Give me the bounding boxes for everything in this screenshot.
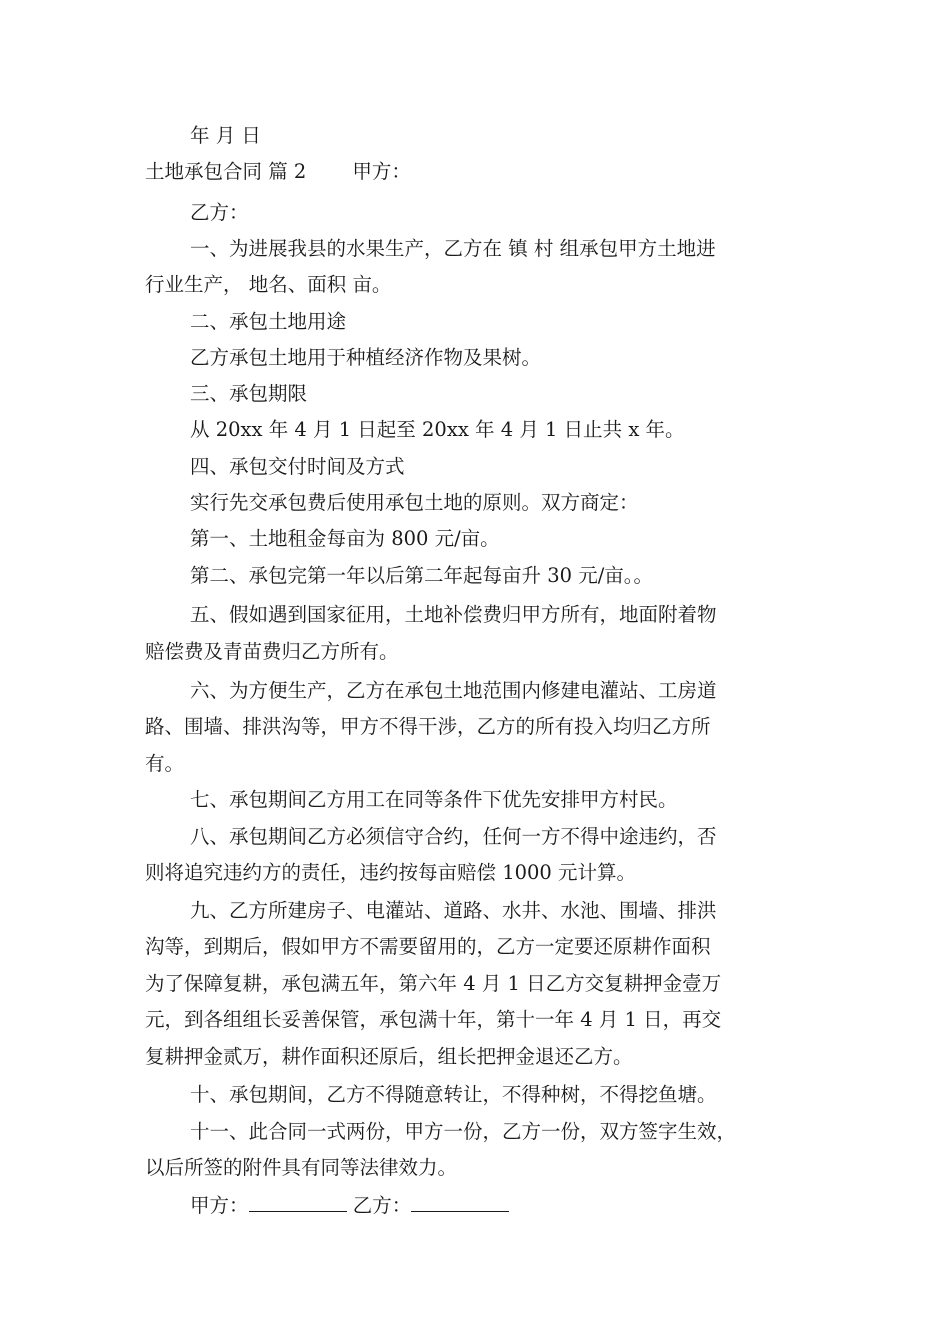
- clause3-body: 从 20xx 年 4 月 1 日起至 20xx 年 4 月 1 日止共 x 年。: [190, 418, 685, 441]
- clause2-body: 乙方承包土地用于种植经济作物及果树。: [190, 346, 542, 369]
- party-a-label: 甲方：: [352, 160, 411, 183]
- signature-party-a-label: 甲方：: [190, 1194, 249, 1217]
- clause6-line2: 路、围墙、排洪沟等，甲方不得干涉，乙方的所有投入均归乙方所: [145, 715, 711, 738]
- party-a-signature-blank[interactable]: [249, 1193, 347, 1212]
- signature-party-b-label: 乙方：: [352, 1194, 412, 1217]
- clause9-line5: 复耕押金贰万，耕作面积还原后，组长把押金退还乙方。: [145, 1045, 633, 1068]
- clause5-line2: 赔偿费及青苗费归乙方所有。: [145, 640, 399, 663]
- contract-title: 土地承包合同 篇 2: [145, 160, 307, 183]
- clause9-line3: 为了保障复耕，承包满五年，第六年 4 月 1 日乙方交复耕押金壹万: [145, 972, 722, 995]
- party-b-signature-blank[interactable]: [411, 1193, 509, 1212]
- clause9-line4: 元，到各组组长妥善保管，承包满十年，第十一年 4 月 1 日，再交: [145, 1008, 722, 1031]
- clause7: 七、承包期间乙方用工在同等条件下优先安排甲方村民。: [190, 788, 678, 811]
- clause11-line1: 十一、此合同一式两份，甲方一份，乙方一份，双方签字生效，: [190, 1120, 737, 1143]
- signature-line: [190, 1193, 509, 1218]
- clause4-item1: 第一、土地租金每亩为 800 元/亩。: [190, 527, 500, 550]
- clause10: 十、承包期间，乙方不得随意转让，不得种树，不得挖鱼塘。: [190, 1083, 717, 1106]
- clause9-line1: 九、乙方所建房子、电灌站、道路、水井、水池、围墙、排洪: [190, 899, 717, 922]
- clause4-body: 实行先交承包费后使用承包土地的原则。双方商定：: [190, 491, 639, 514]
- clause4-item2: 第二、承包完第一年以后第二年起每亩升 30 元/亩。。: [190, 564, 654, 587]
- title-line: [145, 160, 411, 184]
- clause3-heading: 三、承包期限: [190, 382, 308, 405]
- party-b-label: 乙方：: [190, 201, 249, 224]
- clause8-line1: 八、承包期间乙方必须信守合约，任何一方不得中途违约，否: [190, 825, 717, 848]
- clause8-line2: 则将追究违约方的责任，违约按每亩赔偿 1000 元计算。: [145, 861, 637, 884]
- clause6-line1: 六、为方便生产，乙方在承包土地范围内修建电灌站、工房道: [190, 679, 717, 702]
- clause1-line2: 行业生产， 地名、面积 亩。: [145, 273, 392, 296]
- clause5-line1: 五、假如遇到国家征用，土地补偿费归甲方所有，地面附着物: [190, 603, 717, 626]
- clause2-heading: 二、承包土地用途: [190, 310, 347, 333]
- clause9-line2: 沟等，到期后，假如甲方不需要留用的，乙方一定要还原耕作面积: [145, 935, 711, 958]
- date-line: 年 月 日: [190, 124, 261, 147]
- clause4-heading: 四、承包交付时间及方式: [190, 455, 405, 478]
- clause1-line1: 一、为进展我县的水果生产，乙方在 镇 村 组承包甲方土地进: [190, 237, 716, 260]
- clause6-line3: 有。: [145, 752, 185, 775]
- clause11-line2: 以后所签的附件具有同等法律效力。: [145, 1156, 458, 1179]
